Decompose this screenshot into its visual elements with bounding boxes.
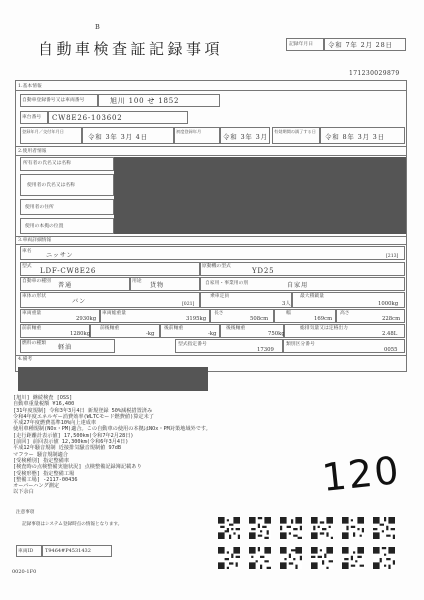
maker-code: [213]: [386, 254, 399, 259]
user-addr-label: 使用者の住所: [25, 205, 54, 210]
form-code: 0020-1F0: [12, 569, 37, 575]
design-label: 型式指定番号: [178, 342, 207, 347]
issue-date-value: 令和 7年 2月 28日: [328, 41, 393, 49]
first-reg-label: 登録年月／交付年月日: [22, 129, 64, 134]
model-label: 型式: [22, 264, 32, 269]
maxload-label: 最大積載量: [300, 294, 324, 299]
expiry-label: 有効期間の満了する日: [274, 129, 316, 134]
basic-section-title: 1.基本情報: [18, 84, 42, 89]
document-title: 自動車検査証記録事項: [38, 40, 224, 58]
qr-code-1: [218, 517, 240, 539]
vehicle-id-value: T9464#P4531432: [45, 548, 91, 554]
expiry-value: 令和 8年 3月 3日: [325, 133, 385, 141]
user-section-title: 2.使用者情報: [18, 149, 47, 154]
reg-value: 旭川 100 せ 1852: [110, 97, 180, 105]
redacted-remarks: [18, 367, 208, 391]
type-value: 普通: [58, 282, 72, 289]
notice-label: 注意事項: [16, 510, 35, 515]
handwritten-number: 120: [319, 448, 403, 500]
document-number: 171230029879: [349, 70, 400, 77]
issue-date-label: 記録年月日: [289, 42, 313, 47]
header-letter: B: [95, 23, 100, 31]
qr-code-6: [373, 517, 395, 539]
engine-value: YD25: [252, 267, 275, 275]
maxload-value: 1000kg: [378, 301, 399, 307]
private-value: 自家用: [287, 282, 308, 289]
width-label: 幅: [286, 311, 291, 316]
fuel-label: 燃料の種類: [22, 341, 46, 346]
body-value: バン: [72, 298, 86, 305]
rf-label: 後前軸重: [164, 326, 184, 331]
class-value: 0055: [384, 347, 398, 353]
ff-label: 前前軸重: [22, 326, 42, 331]
qr-code-9: [280, 547, 302, 569]
width-value: 169cm: [314, 316, 333, 322]
displacement-value: 2.48L: [382, 331, 398, 337]
qr-code-7: [218, 547, 240, 569]
body-label: 車体の形状: [22, 294, 46, 299]
qr-code-11: [342, 547, 364, 569]
weight-value: 2930kg: [76, 316, 97, 322]
rr-value: 750kg: [268, 331, 285, 337]
owner-name-label: 所有者の氏名又は名称: [23, 161, 71, 166]
engine-label: 原動機の型式: [202, 264, 231, 269]
displacement-label: 総排気量又は定格出力: [300, 326, 348, 331]
use-value: 貨物: [150, 282, 164, 289]
gross-value: 3195kg: [186, 316, 207, 322]
maker-label: 車名: [22, 249, 32, 254]
reg-label: 自動車登録番号又は車両番号: [22, 98, 85, 103]
first-reg-value: 令和 3年 3月 4日: [88, 133, 148, 141]
notice-text: 記録事項はシステム登録時点の情報となります。: [22, 522, 123, 527]
vehicle-id-label: 車両ID: [18, 549, 34, 554]
qr-code-2: [249, 517, 271, 539]
length-label: 長さ: [214, 311, 224, 316]
qr-code-3: [280, 517, 302, 539]
class-label: 類別区分番号: [286, 342, 315, 347]
rr-label: 後後軸重: [226, 326, 246, 331]
rf-value: -kg: [208, 331, 217, 337]
ff-value: 1280kg: [70, 331, 91, 337]
redacted-user-info: [114, 157, 406, 234]
gross-label: 車両総重量: [102, 311, 126, 316]
first-reg2-value: 令和 3年 3月: [223, 133, 268, 141]
type-label: 自動車の種別: [22, 279, 51, 284]
base-location-label: 使用の本拠の位置: [25, 224, 64, 229]
fr-label: 前後軸重: [100, 326, 120, 331]
weight-label: 車両重量: [22, 311, 42, 316]
capacity-label: 乗車定員: [210, 294, 230, 299]
fr-value: -kg: [146, 331, 155, 337]
vehicle-section-title: 3.車両詳細情報: [18, 238, 52, 243]
remarks-section-title: 4.備考: [18, 357, 33, 362]
vin-label: 車台番号: [22, 115, 42, 120]
qr-code-4: [311, 517, 333, 539]
capacity-value: 3人: [282, 301, 291, 307]
use-label: 用途: [132, 279, 142, 284]
maker-value: ニッサン: [46, 252, 74, 259]
height-value: 228cm: [382, 316, 401, 322]
qr-code-10: [311, 547, 333, 569]
height-label: 高さ: [340, 311, 350, 316]
qr-code-5: [342, 517, 364, 539]
model-value: LDF-CW8E26: [40, 267, 97, 275]
qr-code-12: [373, 547, 395, 569]
user-name-label: 使用者の氏名又は名称: [27, 183, 75, 188]
first-reg2-label: 初度登録年月: [176, 129, 202, 134]
private-label: 自家用・事業用の別: [205, 281, 249, 286]
body-code: [021]: [182, 302, 195, 307]
qr-code-8: [249, 547, 271, 569]
vin-value: CW8E26-103602: [52, 114, 123, 122]
length-value: 508cm: [250, 316, 269, 322]
remarks-text: [旭川] 継続検査 [OSS] 自動車重量税額 ¥16,400 [31年度規制] 令和3年3月4日 新規登録 50%減税措置済み 令和4年度エネルギー消費効率(WLTCモード燃費値)算定未了 平成27年度燃費基準10%向上達成車 使用車種規制(NOx・PM)適合。この自動車の使用の本拠はNOx・PM対策地域外です。 [走行距離計表示値] 17,500km(令和7年2月28日) [前回] 前回表示値 12,300km(令和6年3月4日) 平成12年騒音規制 近接排気騒音規制値 97dB マフラー 騒音規制適合 [受検種別] 指定整備車 [検査時の点検整備実施状況] 点検整備記録簿記載あり [受検形態] 指定整備工場 [整備工場] -2117-00436 オーバーハング測定 以下余白: [13, 395, 211, 496]
design-value: 17309: [257, 347, 274, 353]
fuel-value: 軽油: [58, 344, 72, 351]
